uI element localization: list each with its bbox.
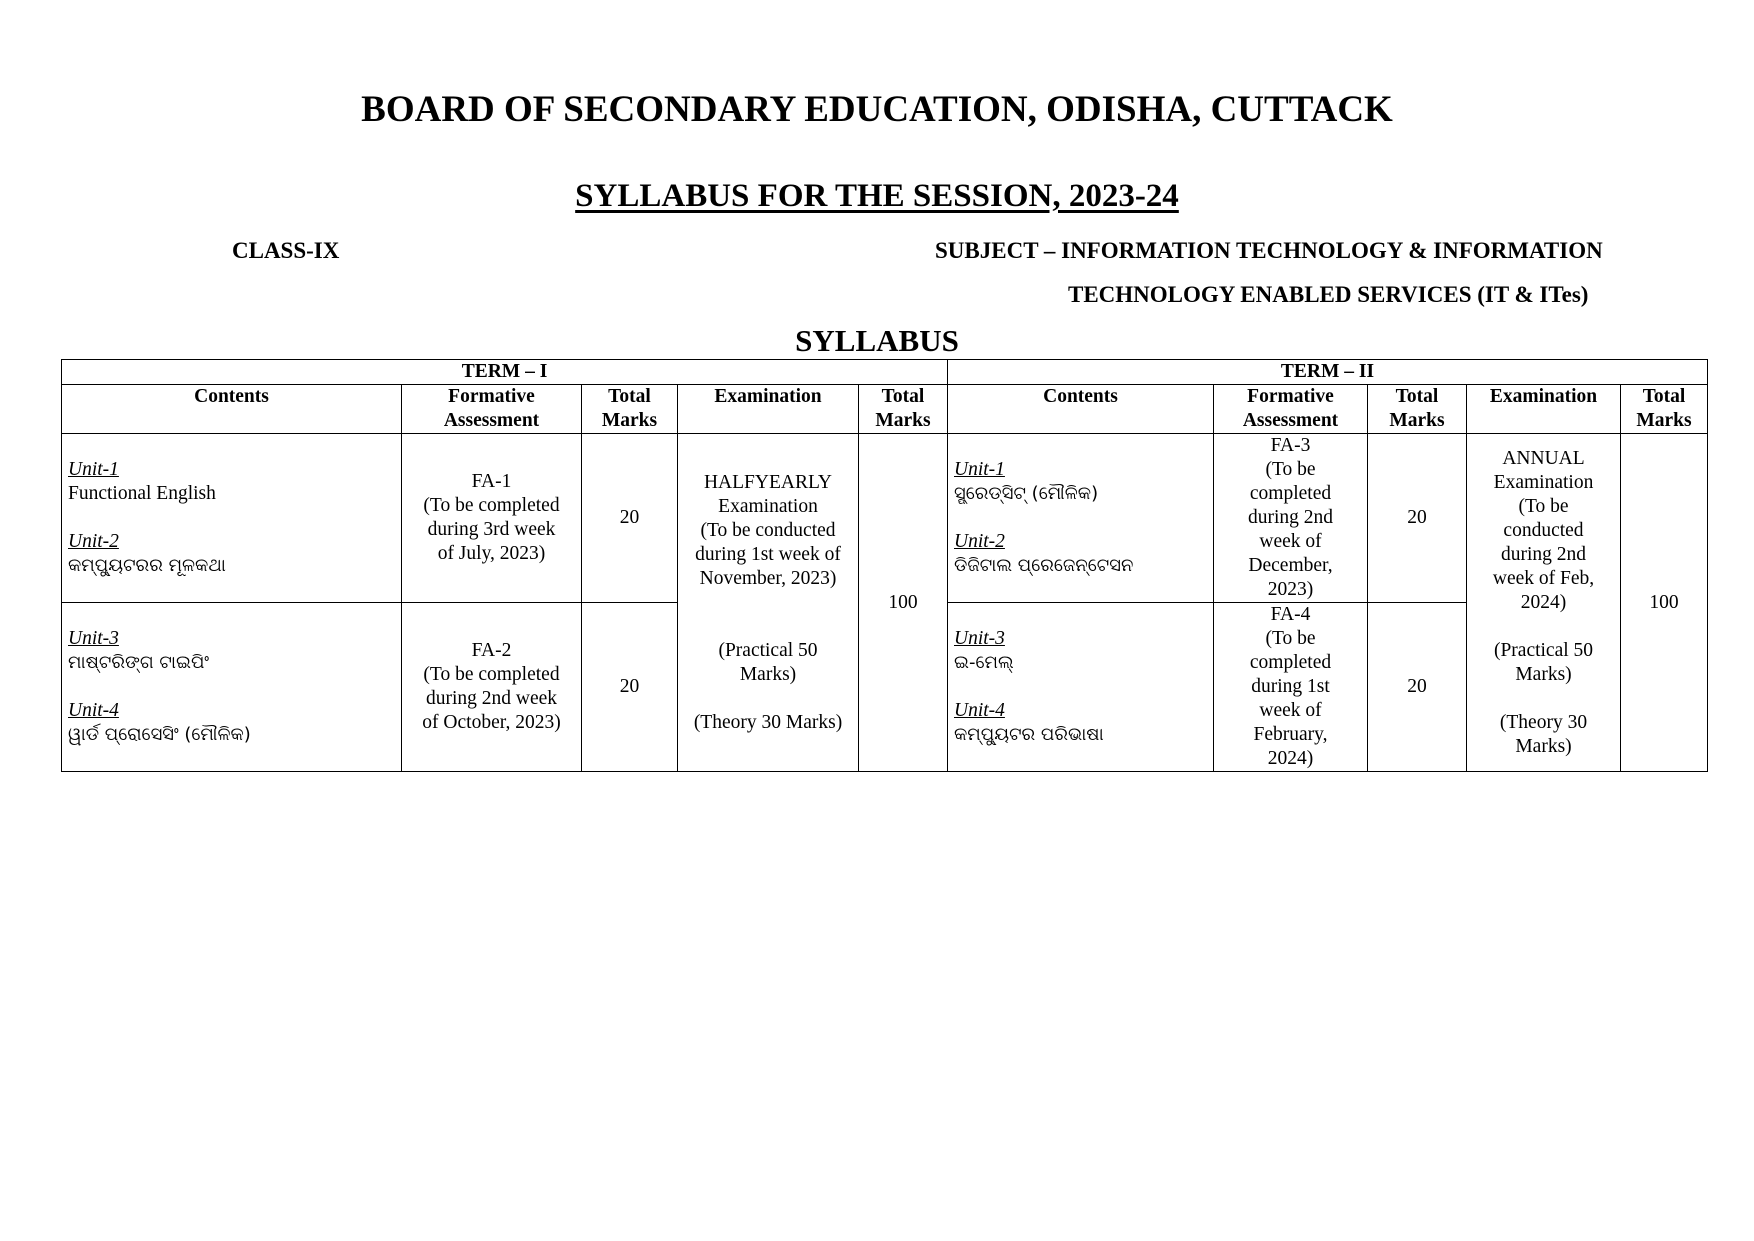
t1-contents-cell-1 bbox=[62, 434, 402, 603]
t2-formative-header-2: Assessment bbox=[1242, 410, 1339, 431]
session-title-text: SYLLABUS FOR THE SESSION, 2023-24 bbox=[575, 178, 1179, 214]
t2-total2-header-1: Total bbox=[1642, 386, 1686, 407]
t2-contents-cell-2 bbox=[948, 603, 1214, 772]
fa3-marks: 20 bbox=[1368, 434, 1467, 603]
term-header-row bbox=[62, 360, 1708, 385]
fa-name: FA-2 bbox=[471, 640, 512, 661]
fa-line: December, bbox=[1248, 555, 1333, 576]
unit-topic: ସ୍ପ୍ରେଡ୍‌ସିଟ୍ (ମୌଳିକ) bbox=[954, 483, 1099, 504]
exam-line: (To be bbox=[1518, 495, 1569, 517]
exam-line: (To be conducted bbox=[700, 519, 836, 541]
t1-formative-header-2: Assessment bbox=[443, 410, 540, 431]
unit-label: Unit-2 bbox=[68, 531, 119, 552]
exam-practical: (Practical 50 bbox=[718, 639, 818, 661]
unit-label: Unit-1 bbox=[954, 459, 1005, 480]
t2-total2-header bbox=[1621, 385, 1708, 434]
t2-total2-header-2: Marks bbox=[1636, 410, 1692, 431]
unit-label: Unit-3 bbox=[954, 628, 1005, 649]
exam-line: week of Feb, bbox=[1492, 567, 1595, 589]
exam-line: conducted bbox=[1503, 519, 1584, 541]
t1-contents-header: Contents bbox=[62, 385, 402, 434]
t2-contents-cell-1 bbox=[948, 434, 1214, 603]
t1-examination-header: Examination bbox=[678, 385, 859, 434]
fa-line: completed bbox=[1249, 483, 1332, 504]
unit-label: Unit-4 bbox=[68, 700, 119, 721]
fa-line: (To be bbox=[1265, 628, 1316, 649]
t1-total-header-2: Marks bbox=[601, 410, 658, 431]
exam-theory: (Theory 30 Marks) bbox=[693, 711, 843, 733]
unit-topic: ୱାର୍ଡ ପ୍ରୋସେସିଂ (ମୌଳିକ) bbox=[68, 724, 251, 745]
t2-total-header bbox=[1368, 385, 1467, 434]
fa-line: week of bbox=[1259, 700, 1322, 721]
exam-line: Examination bbox=[718, 495, 818, 517]
annual-exam-cell bbox=[1467, 434, 1621, 772]
fa-line: week of bbox=[1259, 531, 1322, 552]
term2-total: 100 bbox=[1621, 434, 1708, 772]
exam-line: during 1st week of bbox=[695, 543, 841, 565]
fa-line: completed bbox=[1249, 652, 1332, 673]
exam-line: Examination bbox=[1493, 471, 1594, 493]
unit-label: Unit-3 bbox=[68, 628, 119, 649]
fa-line: during 3rd week bbox=[427, 519, 556, 540]
t1-total2-header-2: Marks bbox=[875, 410, 931, 431]
t1-total2-header-1: Total bbox=[881, 386, 925, 407]
unit-label: Unit-2 bbox=[954, 531, 1005, 552]
t1-contents-cell-2 bbox=[62, 603, 402, 772]
fa-line: (To be bbox=[1265, 459, 1316, 480]
unit-topic: ଇ-ମେଲ୍ bbox=[954, 652, 1014, 673]
exam-line: November, 2023) bbox=[699, 567, 837, 589]
fa-name: FA-1 bbox=[471, 471, 512, 492]
t1-total-header bbox=[582, 385, 678, 434]
board-title: BOARD OF SECONDARY EDUCATION, ODISHA, CUTTACK bbox=[361, 89, 1393, 130]
session-title bbox=[0, 176, 1754, 216]
exam-line: HALFYEARLY bbox=[703, 471, 833, 493]
fa2-marks: 20 bbox=[582, 603, 678, 772]
fa-line: of July, 2023) bbox=[437, 543, 546, 564]
exam-line: 2024) bbox=[1520, 591, 1567, 613]
halfyearly-exam-cell bbox=[678, 434, 859, 772]
fa3-cell bbox=[1214, 434, 1368, 603]
exam-line: ANNUAL bbox=[1502, 447, 1585, 469]
fa4-marks: 20 bbox=[1368, 603, 1467, 772]
subject-line-2: TECHNOLOGY ENABLED SERVICES (IT & ITes) bbox=[1068, 282, 1589, 307]
column-header-row bbox=[62, 385, 1708, 434]
t2-total-header-2: Marks bbox=[1389, 410, 1445, 431]
exam-practical: (Practical 50 bbox=[1493, 639, 1594, 661]
unit-topic: ମାଷ୍ଟରିଙ୍ଗ ଟାଇପିଂ bbox=[68, 652, 210, 673]
unit-topic: ଡିଜିଟାଲ ପ୍ରେଜେନ୍‌ଟେସନ bbox=[954, 555, 1134, 576]
exam-practical-2: Marks) bbox=[739, 663, 797, 685]
fa-line: 2023) bbox=[1267, 579, 1314, 600]
t1-total-header-1: Total bbox=[608, 386, 651, 407]
fa-line: of October, 2023) bbox=[422, 712, 561, 733]
fa-line: during 1st bbox=[1251, 676, 1330, 697]
t2-contents-header: Contents bbox=[948, 385, 1214, 434]
fa2-cell bbox=[402, 603, 582, 772]
t1-formative-header-1: Formative bbox=[448, 386, 535, 407]
exam-theory-2: Marks) bbox=[1515, 735, 1572, 757]
fa-line: during 2nd week bbox=[425, 688, 558, 709]
fa-line: February, bbox=[1253, 724, 1328, 745]
t2-formative-header-1: Formative bbox=[1247, 386, 1334, 407]
t1-total2-header bbox=[859, 385, 948, 434]
unit-label: Unit-1 bbox=[68, 459, 119, 480]
term1-label: TERM – I bbox=[62, 360, 948, 385]
unit-label: Unit-4 bbox=[954, 700, 1005, 721]
subject-line-1: SUBJECT – INFORMATION TECHNOLOGY & INFORMATION bbox=[935, 238, 1603, 263]
class-label: CLASS-IX bbox=[232, 238, 340, 263]
t2-examination-header: Examination bbox=[1467, 385, 1621, 434]
fa-line: 2024) bbox=[1267, 748, 1314, 769]
fa-line: (To be completed bbox=[423, 495, 560, 516]
exam-line: during 2nd bbox=[1500, 543, 1587, 565]
unit-topic: କମ୍ପ୍ୟୁଟରର ମୂଳକଥା bbox=[68, 555, 226, 576]
term2-label: TERM – II bbox=[948, 360, 1708, 385]
fa-name: FA-4 bbox=[1270, 604, 1311, 625]
syllabus-heading: SYLLABUS bbox=[795, 323, 959, 358]
fa-line: (To be completed bbox=[423, 664, 560, 685]
t2-total-header-1: Total bbox=[1395, 386, 1439, 407]
fa1-marks: 20 bbox=[582, 434, 678, 603]
fa1-cell bbox=[402, 434, 582, 603]
unit-topic: Functional English bbox=[68, 483, 216, 504]
fa-line: during 2nd bbox=[1247, 507, 1334, 528]
term1-total: 100 bbox=[859, 434, 948, 772]
unit-topic: କମ୍ପ୍ୟୁଟର ପରିଭାଷା bbox=[954, 724, 1104, 745]
fa-name: FA-3 bbox=[1270, 435, 1311, 456]
table-row bbox=[62, 434, 1708, 603]
exam-theory: (Theory 30 bbox=[1499, 711, 1588, 733]
exam-practical-2: Marks) bbox=[1515, 663, 1572, 685]
t2-formative-header bbox=[1214, 385, 1368, 434]
fa4-cell bbox=[1214, 603, 1368, 772]
syllabus-table bbox=[61, 359, 1708, 772]
t1-formative-header bbox=[402, 385, 582, 434]
